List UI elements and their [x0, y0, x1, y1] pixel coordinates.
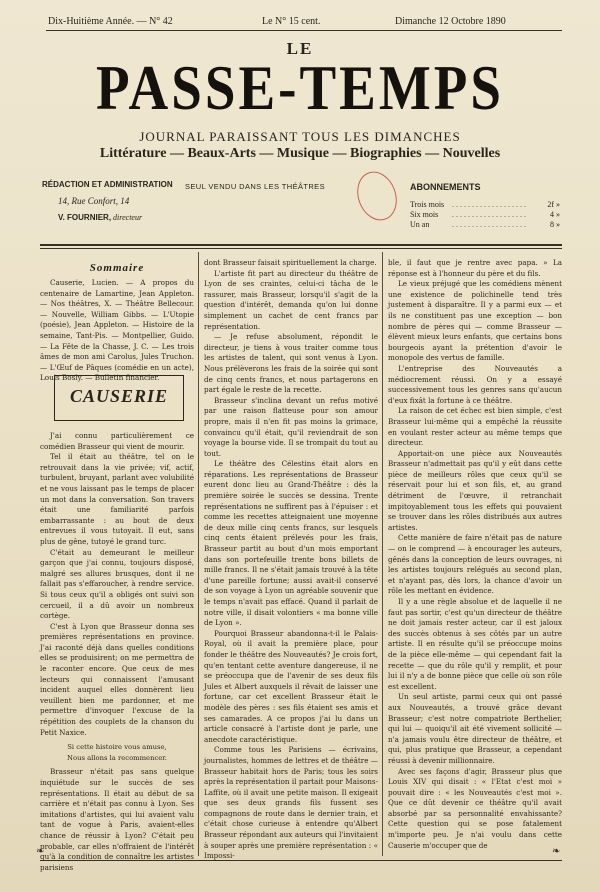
- subscription-label: Six mois: [410, 210, 439, 219]
- column-paragraph: Comme tous les Parisiens — écrivains, journalistes, hommes de lettres et de théâtre — Brasseur habitait hors de Paris; tous les soirs après la représentation il partait pour Maisons-Laffite, où il avait une petite maison. Il exigeait que ses deux grands fils fussent ses compagnons de route dans le dernier train, et c'était chose curieuse à entendre qu'Albert Brasseur répondant aux auteurs qui l'invitaient à souper après une première représentation : « Impossi-: [204, 745, 378, 861]
- column-paragraph: Brasseur s'inclina devant un refus motivé par une raison flatteuse pour son amour propre, mais il n'en fit pas moins la grimace, convaincu qu'il était, qu'il reviendrait de son voyage la bourse vide. Il se trompait du tout au tout.: [204, 395, 378, 458]
- article-column-2: [204, 258, 378, 861]
- leader-dots: . . . . . . . . . . . . . . . . . . .: [452, 200, 526, 209]
- sommaire-text: [40, 278, 194, 384]
- office-address: 14, Rue Confort, 14: [58, 196, 130, 206]
- column-paragraph: Apportait-on une pièce aux Nouveautés Brasseur n'admettait pas qu'il y eût dans cette pièce de meilleurs rôles que ceux qu'il se réservait pour lui et son fils, et, au grand détriment de l'œuvre, il retranchait impitoyablement tous les effets qui pouvaient se trouver dans les rôles distribués aux autres artistes.: [388, 448, 562, 532]
- column-paragraph: dont Brasseur faisait spirituellement la charge.: [204, 258, 377, 267]
- column-divider: [198, 252, 199, 856]
- causerie-heading-frame: [54, 375, 184, 421]
- subscription-price: 4 »: [550, 210, 560, 219]
- column-paragraph: Il y a une règle absolue et de laquelle il ne faut pas sortir, c'est qu'un directeur de théâtre ne doit jamais rester acteur, car il est jaloux des succès obtenus à ses côtés par un autre artiste. Il en résulte qu'il se préoccupe moins de la pièce elle-même — qui cependant fait la recette — que du rôle qu'il y remplit, et pour lui il n'y a de bonne pièce que celle où son rôle est excellent.: [388, 597, 562, 691]
- director-name: V. FOURNIER,: [58, 213, 112, 222]
- masthead-title: PASSE-TEMPS: [96, 52, 504, 123]
- director-title: directeur: [113, 213, 143, 222]
- causerie-paragraph: C'était au demeurant le meilleur garçon que j'ai connu, toujours disposé, malgré ses allures brusques, dont il ne fallait pas s'effaroucher, à rendre service. Si tous ceux qu'il a obligés ont suivi son cercueil, il a dû avoir un nombreux cortège.: [40, 547, 194, 621]
- office-heading: RÉDACTION ET ADMINISTRATION: [42, 180, 173, 189]
- masthead-rubrics: Littérature — Beaux-Arts — Musique — Biographies — Nouvelles: [99, 146, 501, 161]
- column-paragraph: Pourquoi Brasseur abandonna-t-il le Palais-Royal, où il avait la première place, pour fonder le théâtre des Nouveautés? Je crois fort, qu'en tentant cette aventure dangereuse, il ne se préoccupa que de l'avenir de ses deux fils Jules et Albert auxquels il rêvait de laisser une fortune, car cet excellent Brasseur était le modèle des pères : ses fils étaient ses amis et ses camarades. A ce propos j'ai lu dans un article consacré à l'artiste dont je parle, une anecdote caractéristique.: [204, 628, 378, 744]
- column-paragraph: ble, il faut que je rentre avec papa. » La réponse est à l'honneur du père et du fils.: [388, 258, 562, 278]
- subscription-label: Un an: [410, 220, 430, 229]
- masthead-subtitle: JOURNAL PARAISSANT TOUS LES DIMANCHES: [139, 129, 461, 144]
- director-line: [58, 213, 142, 222]
- column-paragraph: Le vieux préjugé que les comédiens mènent une existence de polichinelle tend très justement à disparaître. Il y a parmi eux — et ils ne constituent pas une exception — bon nombre de pères qui — comme Brasseur — élèvent mieux leurs enfants, que certains bons bourgeois ayant la prétention d'avoir le monopole des vertus de famille.: [388, 279, 562, 363]
- column-paragraph: L'artiste fit part au directeur du théâtre de Lyon de ses craintes, celui-ci tâcha de le rassurer, mais Brasseur, lorsqu'il s'agit de la question d'intérêt, demanda qu'on lui donne simplement un cachet de cent francs par représentation.: [204, 268, 378, 331]
- leader-dots: . . . . . . . . . . . . . . . . . . .: [452, 220, 526, 229]
- subscription-label: Trois mois: [410, 200, 445, 209]
- causerie-paragraph: C'est à Lyon que Brasseur donna ses premières représentations en province. J'ai raconté déjà dans quelles conditions elles se produisirent; on me permettra de le raconter encore. Que ceux de mes lecteurs qui connaissent l'amusant incident auquel elles donnèrent lieu veuillent bien me pardonner, et me permettre d'invoquer l'excuse de la répétition des couplets de la chanson du Petit Naxice.: [40, 621, 194, 737]
- column-paragraph: — Je refuse absolument, répondit le directeur, je tiens à vous traiter comme tous les artistes de talent, qui sont venus à Lyon. Nous prélèverons les frais de la soirée qui sont de cinq cents francs, et nous partagerons en part égale le reste de la recette.: [204, 332, 378, 395]
- leader-dots: . . . . . . . . . . . . . . . . . . .: [452, 210, 526, 219]
- corner-ornament-icon: ❧: [36, 846, 45, 857]
- sommaire-paragraph: Causerie, Lucien. — A propos du centenaire de Lamartine, Jean Appleton. — Nos théâtres, X. — Théâtre Bellecour. — Nouvelle, William Gibbs. — L'Utopie (poésie), Jean Appleton. — Histoire de la semaine, Tant-Pis. — Montpellier, Guido. — La Fête de la Chasse, J. C. — Les trois âmes de mon ami Carolus, Jules Truchon. — L'Œuf de Pâques (comédie en un acte), Louis Bosly. — Bulletin financier.: [40, 278, 194, 383]
- sold-notice: SEUL VENDU DANS LES THÉÂTRES: [185, 182, 325, 191]
- column-paragraph: Avec ses façons d'agir, Brasseur plus que Louis XIV qui disait : « l'Etat c'est moi » pouvait dire : « les Nouveautés c'est moi ». Que ce dût devenir ce théâtre qu'il avait absorbé par sa personnalité envahissante? Cette question qui se pose fatalement m'importe peu. Je n'ai voulu dans cette Causerie m'occuper que de: [388, 766, 562, 850]
- subscriptions-heading: ABONNEMENTS: [410, 182, 481, 192]
- header-rule: [46, 30, 562, 31]
- column-paragraph: L'entreprise des Nouveautés a médiocrement réussi. On y a essayé successivement tous les genres sans qu'aucun d'eux fixât la fortune à ce théâtre.: [388, 363, 562, 405]
- subscription-price: 2f »: [547, 200, 560, 209]
- subscription-price: 8 »: [550, 220, 560, 229]
- price: Le N° 15 cent.: [262, 16, 321, 27]
- sommaire-title: Sommaire: [89, 262, 145, 274]
- causerie-title: CAUSERIE: [69, 386, 169, 406]
- causerie-column: [40, 431, 194, 872]
- column-paragraph: Le théâtre des Célestins était alors en réparations. Les représentations de Brasseur eurent donc lieu au Grand-Théâtre : dès la première soirée le succès se dessina. Trente représentations ne suffirent pas à l'épuiser : et comme les recettes atteignaient une moyenne de deux mille cinq cents francs, sur lesquels cinq cents étaient prélevés pour les frais, Brasseur partit au bout d'un mois emportant dans son portefeuille trente bons billets de mille francs. Il ne s'était jamais trouvé à la tête d'une pareille fortune; aussi avait-il conservé de son voyage à Lyon un agréable souvenir que le temps n'avait pas effacé. Quand il parlait de notre ville, il disait volontiers « ma bonne ville de Lyon ».: [204, 459, 378, 628]
- masthead-bottom-rule-thin: [40, 248, 562, 249]
- causerie-paragraph: Brasseur n'était pas sans quelque inquiétude sur le succès de ses représentations. Il était au début de sa carrière et n'était pas connu à Lyon. Ses imitations d'artistes, qui lui avaient valu tant de vogue à Paris, avaient-elles chance de réussir à Lyon? C'était peu probable, car elles n'offraient de l'intérêt qu'à la condition de connaître les artistes parisiens: [40, 767, 194, 872]
- column-paragraph: Un seul artiste, parmi ceux qui ont passé aux Nouveautés, a trouvé grâce devant Brasseur; c'est notre compatriote Berthelier, qui lui — quoiqu'il ait été vivement sollicité — n'a jamais voulu être directeur de théâtre, et qui, plus pratique que Brasseur, a cependant réussi à devenir millionnaire.: [388, 692, 562, 765]
- causerie-paragraph: Tel il était au théâtre, tel on le retrouvait dans la vie privée; vif, actif, turbulent, bruyant, parlant avec volubilité et ne vous laissant pas le temps de placer un mot dans la conversation. Son travers était une familiarité parfois embarrassante : au bout de deux entrevues il vous tutoyait. Il eut, sans plus de gêne, tutoyé le grand turc.: [40, 452, 194, 546]
- causerie-paragraph: J'ai connu particulièrement ce comédien Brasseur qui vient de mourir.: [40, 431, 194, 451]
- masthead-article: LE: [286, 39, 314, 58]
- year-issue: Dix-Huitième Année. — N° 42: [48, 16, 173, 27]
- column-paragraph: Cette manière de faire n'était pas de nature — on le comprend — à encourager les auteurs, gênés dans la conception de leurs ouvrages, ni les artistes toujours relégués au second plan, et n'ayant pas, dès lors, la chance d'avoir un rôle les mettant en évidence.: [388, 533, 562, 596]
- masthead-bottom-rule: [40, 244, 562, 246]
- corner-ornament-icon: ❧: [552, 846, 561, 857]
- verse-line: Nous allons la recommencer.: [67, 753, 167, 762]
- issue-date: Dimanche 12 Octobre 1890: [395, 16, 506, 27]
- article-column-3: [388, 258, 562, 854]
- verse-line: Si cette histoire vous amuse,: [67, 743, 167, 752]
- column-divider: [382, 252, 383, 856]
- column-paragraph: La raison de cet échec est bien simple, c'est Brasseur lui-même qui a empêché la réussite en voulant rester acteur au même temps que directeur.: [388, 406, 562, 448]
